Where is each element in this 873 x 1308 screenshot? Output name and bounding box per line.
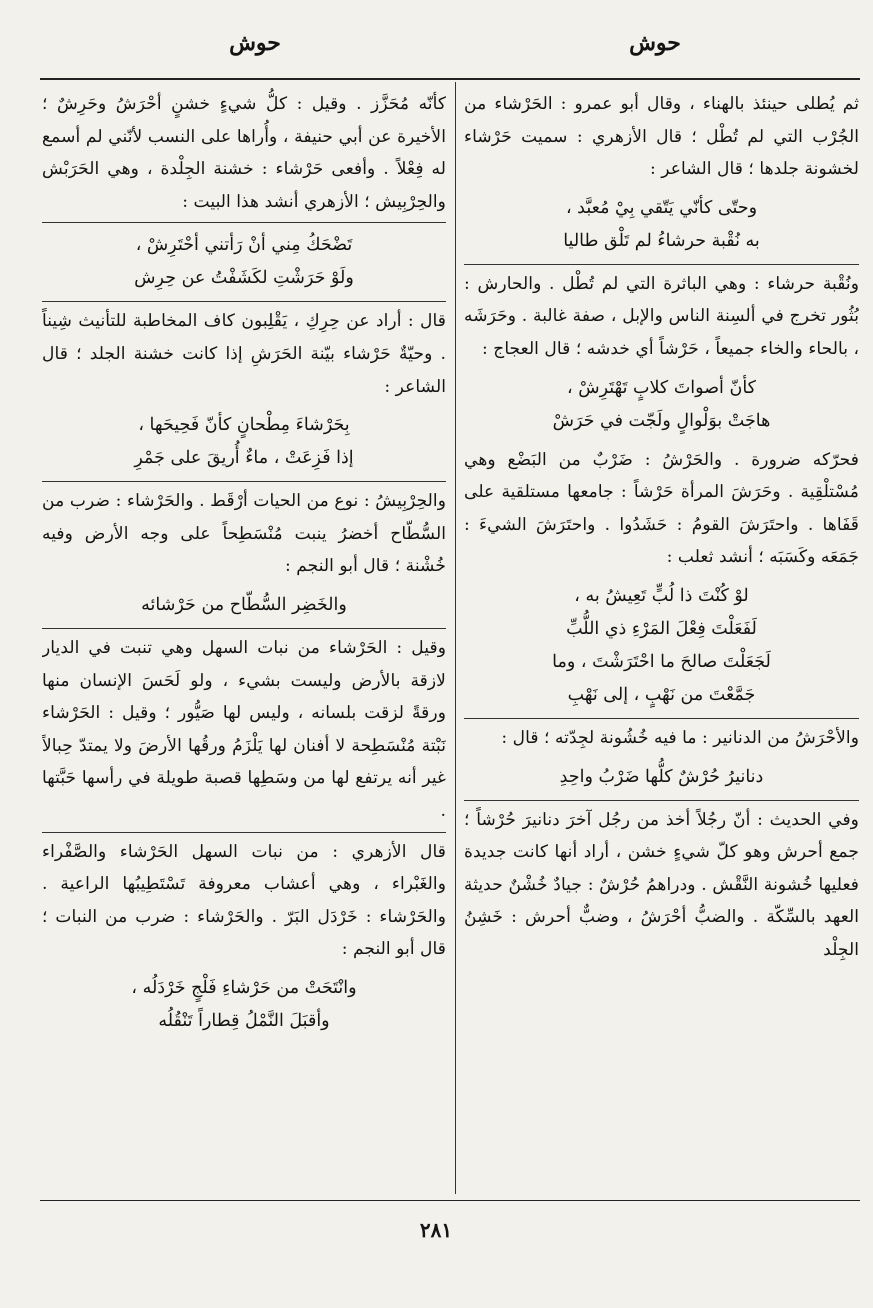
footer-rule — [40, 1200, 860, 1201]
verse-line: والخَضِر السُّطّاح من حَرْشائه — [141, 594, 347, 615]
header-rule — [40, 78, 860, 80]
paragraph: قال : أراد عن حِرِكِ ، يَقْلِبون كاف المخاطبة للتأنيث شِيناً . وحيّةٌ حَرْشاء بيّنة الحَرَشِ إذا كانت خشنة الجلد ؛ قال الشاعر : — [42, 311, 446, 397]
paragraph: وقيل : الحَرْشاء من نبات السهل وهي تنبت في الديار لازقة بالأرض وليست بشيء ، ولو لَحَسَ الإنسان منها ورقةً لزقت بلسانه ، وليس لها صَيُّور ؛ وقيل : الحَرْشاء نَبْتة مُنْسَطِحة لا أفنان لها يَلْزَمُ ورقُها الأرضَ ولا يمتدّ حِبالاً غير أنه يرتفع لها من وسَطِها قصبة طويلة في رأسها حَبَّتها . — [42, 637, 446, 821]
verse-line: كأنّ أصواتَ كلابٍ تَهْتَرِشْ ، — [567, 377, 756, 398]
verse-block — [464, 580, 859, 712]
verse-block — [42, 229, 446, 295]
verse-line: بِحَرْشاءَ مِطْحانٍ كأنّ فَحِيحَها ، — [138, 415, 350, 436]
paragraph: قال الأزهري : من نبات السهل الحَرْشاء والصَّفْراء والغَبْراء ، وهي أعشاب معروفة تَسْتَطِيبُها الراعية . والحَرْشاء : خَرْدَل البَرّ . والحَرْشاء : ضرب من النبات ؛ قال أبو النجم : — [42, 841, 446, 960]
verse-line: وأقبَلَ النَّمْلُ قِطاراً تَنْقُلُه — [158, 1010, 330, 1031]
paragraph: والأحْرَشُ من الدنانير : ما فيه خُشُونة لجِدّته ؛ قال : — [501, 727, 859, 748]
verse-line: هاجَتْ بوَلْوالٍ ولَجّت في حَرَشْ — [552, 410, 771, 431]
running-header-right: حوش — [629, 30, 681, 56]
separator-rule — [42, 222, 446, 223]
verse-block — [42, 589, 446, 622]
paragraph: ونُقْبة حرشاء : وهي الباثرة التي لم تُطْل . والحارش : بُثُور تخرج في ألسِنة الناس والإبل ، صفة غالبة . وحَرَشَه ، بالحاء والخاء جميعاً ، حَرْشاً أي خدشه ؛ قال العجاج : — [464, 273, 859, 359]
verse-block — [464, 372, 859, 438]
left-column — [42, 88, 446, 1192]
verse-line: جَمَّعْتَ من نَهْبٍ ، إلى نَهْبِ — [567, 684, 756, 705]
running-header-left: حوش — [229, 30, 281, 56]
separator-rule — [42, 832, 446, 833]
verse-line: وانْتَحَتْ من حَرْشاءِ فَلْجٍ خَرْدَلُه ، — [131, 977, 357, 998]
verse-line: به نُقْبة حرشاءُ لم تَلْق طاليا — [563, 230, 760, 251]
paragraph: كأنّه مُحَزَّز . وقيل : كلُّ شيءٍ خشنٍ أحْرَشُ وحَرِشٌ ؛ الأخيرة عن أبي حنيفة ، وأُراها على النسب لأنّني لم أسمع له فِعْلاً . وأفعى حَرْشاء : خشنة الجِلْدة ، وهي الحَرَبْش والحِرْبِيش ؛ الأزهري أنشد هذا البيت : — [42, 94, 446, 212]
separator-rule — [464, 264, 859, 265]
paragraph: وفي الحديث : أنّ رجُلاً أخذ من رجُل آخرَ دنانيرَ حُرْشاً ؛ جمع أحرش وهو كلّ شيءٍ خشن ، أراد أنها كانت جديدة فعليها خُشونة النَّقْش . ودراهمُ حُرْشٌ : جيادٌ خُشْنٌ حديثة العهد بالسِّكّة . والضبُّ أحْرَشُ ، وضبٌّ أحرش : خَشِنُ الجِلْد — [464, 809, 859, 960]
verse-block — [42, 972, 446, 1038]
verse-line: إذا فَزِعَتْ ، ماءٌ أُريقَ على جَمْرِ — [134, 448, 354, 469]
separator-rule — [464, 800, 859, 801]
verse-line: دنانيرُ حُرْشٌ كلُّها ضَرْبُ واحِدِ — [559, 766, 764, 787]
separator-rule — [42, 481, 446, 482]
separator-rule — [42, 301, 446, 302]
separator-rule — [42, 628, 446, 629]
paragraph: ثم يُطلى حينئذ بالهناء ، وقال أبو عمرو : الحَرْشاء من الجُرْب التي لم تُطْل ؛ قال الأزهري : سميت حَرْشاء لخشونة جلدها ؛ قال الشاعر : — [464, 94, 859, 180]
verse-line: لوْ كُنْتَ ذا لُبٍّ تَعِيشُ به ، — [574, 585, 749, 606]
verse-line: لَجَعَلْتَ صالحَ ما احْتَرَشْتَ ، وما — [552, 651, 771, 672]
verse-block — [42, 409, 446, 475]
verse-line: ولَوْ حَرَشْتِ لكَشَفْتُ عن حِرِش — [134, 268, 354, 289]
page-number: ٢٨١ — [419, 1218, 453, 1242]
column-divider — [455, 82, 456, 1194]
paragraph: فحرّكه ضرورة . والحَرْشُ : ضَرْبٌ من البَضْع وهي مُسْتلْقِية . وحَرَشَ المرأة حَرْشاً : جامعها مستلقية على قَفَاها . واحتَرَشَ القومُ : حَشَدُوا . واحتَرَشَ الشيءَ : جَمَعَه وكَسَبَه ؛ أنشد ثعلب : — [464, 449, 859, 568]
paragraph: والحِرْبِيشُ : نوع من الحيات أرْقَط . والحَرْشاء : ضرب من السُّطّاح أخضرُ ينبت مُنْسَطِحاً على وجه الأرض وفيه خُشْنة ؛ قال أبو النجم : — [42, 491, 446, 577]
verse-block — [464, 761, 859, 794]
verse-block — [464, 192, 859, 258]
separator-rule — [464, 718, 859, 719]
right-column — [464, 88, 859, 1192]
verse-line: تَضْحَكُ مِني أنْ رَأتني أحْتَرِشْ ، — [135, 235, 353, 256]
verse-line: لَفَعَلْتَ فِعْلَ المَرْءِ ذي اللُّبِّ — [566, 618, 757, 639]
verse-line: وحتّى كأنّي يَتّقي بِيْ مُعبَّد ، — [565, 197, 758, 218]
